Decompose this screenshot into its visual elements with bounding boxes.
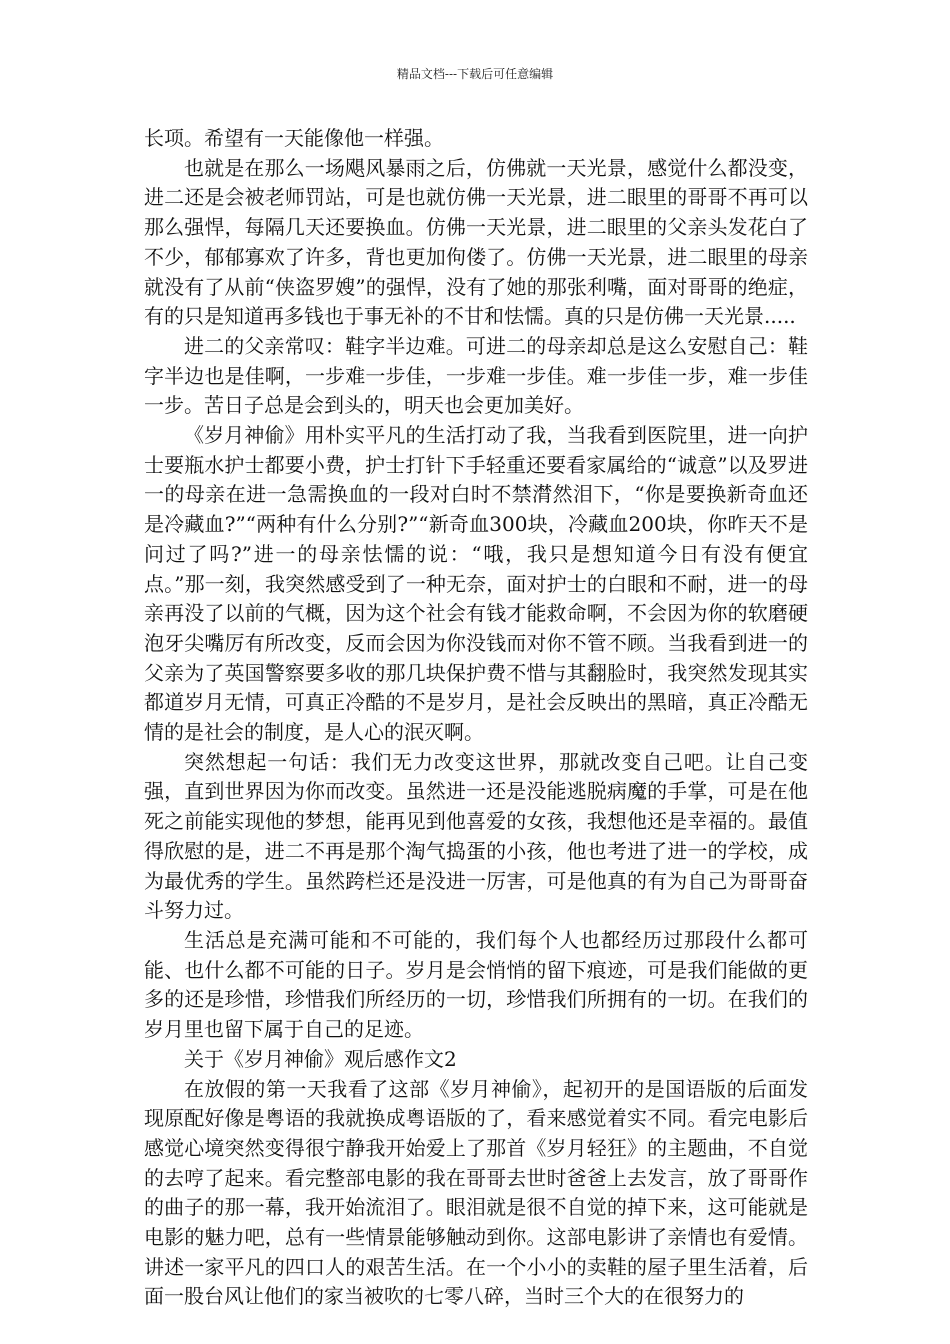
page-header: 精品文档---下载后可任意编辑	[396, 67, 554, 81]
section-heading: 关于《岁月神偷》观后感作文2	[184, 1046, 457, 1071]
paragraph: 在放假的第一天我看了这部《岁月神偷》，起初开的是国语版的后面发现原配好像是粤语的我就换成粤语版的了，看来感觉着实不同。看完电影后感觉心境突然变得很宁静我开始爱上了那首《岁月轻狂》的主题曲，不自觉的去哼了起来。看完整部电影的我在哥哥去世时爸爸上去发言，放了哥哥作的曲子的那一幕，我开始流泪了。眼泪就是很不自觉的掉下来，这可能就是电影的魅力吧，总有一些情景能够触动到你。这部电影讲了亲情也有爱情。讲述一家平凡的四口人的艰苦生活。在一个小小的卖鞋的屋子里生活着，后面一股台风让他们的家当被吹的七零八碎，当时三个大的在很努力的	[144, 1076, 808, 1309]
paragraph: 生活总是充满可能和不可能的，我们每个人也都经历过那段什么都可能、也什么都不可能的日子。岁月是会悄悄的留下痕迹，可是我们能做的更多的还是珍惜，珍惜我们所经历的一切，珍惜我们所拥有的一切。在我们的岁月里也留下属于自己的足迹。	[144, 927, 808, 1042]
paragraph: 《岁月神偷》用朴实平凡的生活打动了我，当我看到医院里，进一向护士要瓶水护士都要小费，护士打针下手轻重还要看家属给的“诚意”以及罗进一的母亲在进一急需换血的一段对白时不禁潸然泪下，“你是要换新奇血还是冷藏血?”“两种有什么分别?”“新奇血300块，冷藏血200块，你昨天不是问过了吗?”进一的母亲怯懦的说：“哦，我只是想知道今日有没有便宜点。”那一刻，我突然感受到了一种无奈，面对护士的白眼和不耐，进一的母亲再没了以前的气概，因为这个社会有钱才能救命啊，不会因为你的软磨硬泡牙尖嘴厉有所改变，反而会因为你没钱而对你不管不顾。当我看到进一的父亲为了英国警察要多收的那几块保护费不惜与其翻脸时，我突然发现其实都道岁月无情，可真正冷酷的不是岁月，是社会反映出的黑暗，真正冷酷无情的是社会的制度，是人心的泯灭啊。	[144, 423, 808, 745]
paragraph: 也就是在那么一场飓风暴雨之后，仿佛就一天光景，感觉什么都没变，进二还是会被老师罚站，可是也就仿佛一天光景，进二眼里的哥哥不再可以那么强悍，每隔几天还要换血。仿佛一天光景，进二眼里的父亲头发花白了不少，郁郁寡欢了许多，背也更加佝偻了。仿佛一天光景，进二眼里的母亲就没有了从前“侠盗罗嫂”的强悍，没有了她的那张利嘴，面对哥哥的绝症，有的只是知道再多钱也于事无补的不甘和怯懦。真的只是仿佛一天光景.....	[144, 155, 808, 329]
paragraph: 进二的父亲常叹：鞋字半边难。可进二的母亲却总是这么安慰自己：鞋字半边也是佳啊，一步难一步佳，一步难一步佳。难一步佳一步，难一步佳一步。苦日子总是会到头的，明天也会更加美好。	[144, 333, 808, 418]
paragraph: 突然想起一句话：我们无力改变这世界，那就改变自己吧。让自己变强，直到世界因为你而改变。虽然进一还是没能逃脱病魔的手掌，可是在他死之前能实现他的梦想，能再见到他喜爱的女孩，我想他还是幸福的。最值得欣慰的是，进二不再是那个淘气捣蛋的小孩，他也考进了进一的学校，成为最优秀的学生。虽然跨栏还是没进一厉害，可是他真的有为自己为哥哥奋斗努力过。	[144, 749, 808, 923]
document-body	[144, 124, 808, 1312]
paragraph: 长项。希望有一天能像他一样强。	[144, 126, 444, 150]
